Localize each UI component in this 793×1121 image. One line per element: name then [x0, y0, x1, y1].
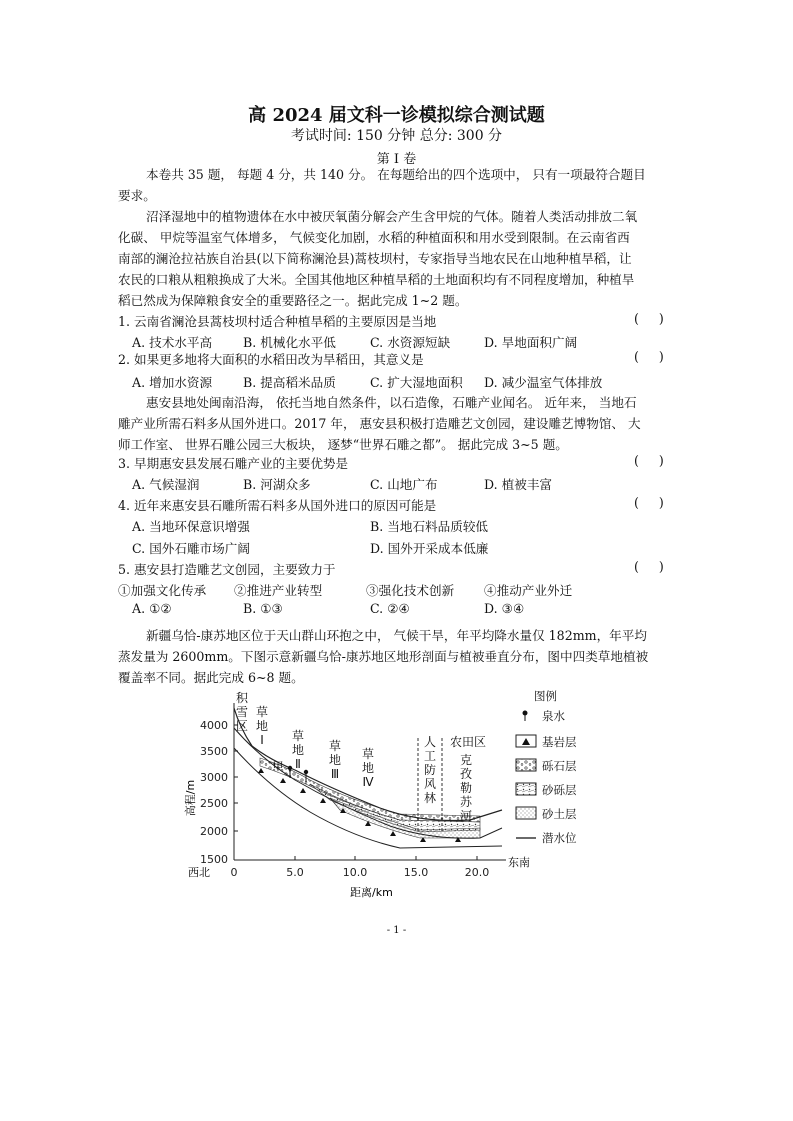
y-tick: 3500 [200, 745, 228, 758]
question-stem: 3. 早期惠安县发展石雕产业的主要优势是 [118, 456, 349, 471]
intro-line: 要求。 [118, 188, 156, 203]
river-label: 孜 [459, 767, 473, 781]
x-tick: 15.0 [403, 866, 429, 879]
exam-title: 高 2024 届文科一诊模拟综合测试题 [248, 105, 545, 126]
statement-3: ③强化技术创新 [366, 583, 455, 598]
option-b: B. 机械化水平低 [243, 335, 336, 350]
passage-line: 沼泽湿地中的植物遗体在水中被厌氧菌分解会产生含甲烷的气体。随着人类活动排放二氧 [146, 209, 638, 224]
snow-zone-label: 雪 [235, 705, 249, 719]
x-tick: 0 [230, 866, 238, 879]
option-d: D. 旱地面积广阔 [484, 335, 578, 350]
passage-line: 覆盖率不同。据此完成 6~8 题。 [118, 670, 304, 685]
y-tick: 2500 [200, 797, 228, 810]
question-stem: 1. 云南省澜沧县蒿枝坝村适合种植旱稻的主要原因是当地 [118, 314, 437, 329]
answer-bracket: ( ) [634, 559, 664, 574]
grassland-4-label: Ⅳ [362, 775, 374, 789]
y-tick: 4000 [200, 719, 228, 732]
grassland-3-label: 草 [328, 739, 342, 753]
river-label: 河 [459, 809, 473, 823]
statement-1: ①加强文化传承 [118, 583, 207, 598]
option-b: B. ①③ [243, 601, 283, 616]
grassland-1-label: 草 [255, 705, 269, 719]
option-d: D. ③④ [484, 601, 525, 616]
option-c: C. ②④ [370, 601, 410, 616]
forest-label: 防 [423, 763, 437, 777]
snow-zone-label: 区 [235, 719, 249, 733]
option-d: D. 国外开采成本低廉 [370, 541, 489, 556]
forest-label: 林 [423, 791, 437, 805]
statement-4: ④推动产业外迁 [484, 583, 573, 598]
grassland-4-label: 地 [361, 761, 375, 775]
river-label: 勒 [459, 781, 473, 795]
intro-line: 本卷共 35 题， 每题 4 分，共 140 分。 在每题给出的四个选项中， 只有一项最符合题目 [146, 167, 646, 182]
question-stem: 2. 如果更多地将大面积的水稻田改为旱稻田，其意义是 [118, 352, 424, 367]
legend-bedrock: 基岩层 [542, 735, 577, 749]
passage-line: 惠安县地处闽南沿海， 依托当地自然条件，以石造像，石雕产业闻名。 近年来， 当地石 [146, 395, 637, 410]
passage-line: 南部的澜沧拉祜族自治县(以下简称澜沧县)蒿枝坝村，专家指导当地农民在山地种植旱稻，让 [118, 251, 632, 266]
point-jia-label: 甲 [272, 760, 284, 773]
x-tick: 10.0 [342, 866, 368, 879]
river-label: 苏 [459, 795, 473, 809]
grassland-4-label: 草 [361, 747, 375, 761]
option-c: C. 国外石雕市场广阔 [132, 541, 250, 556]
answer-bracket: ( ) [634, 453, 664, 468]
snow-zone-label: 积 [235, 691, 249, 705]
legend-sand-soil: 砂土层 [542, 807, 577, 821]
direction-west: 西北 [188, 866, 210, 879]
option-a: A. 增加水资源 [132, 375, 213, 390]
option-d: D. 减少温室气体排放 [484, 375, 603, 390]
grassland-2-label: 草 [291, 729, 305, 743]
passage-line: 蒸发量为 2600mm。下图示意新疆乌恰-康苏地区地形剖面与植被垂直分布，图中四类草地植被 [118, 649, 649, 664]
option-a: A. 技术水平高 [132, 335, 213, 350]
terrain-profile-figure [180, 688, 600, 903]
y-tick: 2000 [200, 825, 228, 838]
passage-line: 稻已然成为保障粮食安全的重要路径之一。据此完成 1~2 题。 [118, 293, 468, 308]
passage-line: 农民的口粮从粗粮换成了大米。全国其他地区种植旱稻的土地面积均有不同程度增加，种植旱 [118, 272, 635, 287]
x-ticks [231, 866, 490, 879]
y-axis-label: 高程/m [184, 779, 197, 817]
option-c: C. 水资源短缺 [370, 335, 451, 350]
river-label: 克 [459, 753, 473, 767]
option-d: D. 植被丰富 [484, 477, 553, 492]
option-a: A. ①② [132, 601, 172, 616]
y-tick: 1500 [200, 853, 228, 866]
legend-water-table: 潜水位 [542, 831, 577, 845]
answer-bracket: ( ) [634, 311, 664, 326]
forest-label: 人 [423, 735, 437, 749]
forest-label: 风 [423, 777, 437, 791]
passage-line: 雕产业所需石料多从国外进口。2017 年， 惠安县积极打造雕艺文创园，建设雕艺博物馆、 大 [118, 416, 641, 431]
exam-time-score: 考试时间: 150 分钟 总分: 300 分 [290, 128, 503, 144]
grassland-2-label: Ⅱ [295, 757, 301, 771]
grassland-1-label: Ⅰ [260, 733, 264, 747]
legend-gravel: 砾石层 [542, 759, 577, 773]
question-stem: 5. 惠安县打造雕艺文创园，主要致力于 [118, 562, 336, 577]
question-stem: 4. 近年来惠安县石雕所需石料多从国外进口的原因可能是 [118, 498, 437, 513]
direction-east: 东南 [508, 856, 530, 869]
page-number: - 1 - [386, 925, 407, 936]
option-c: C. 山地广布 [370, 477, 438, 492]
y-ticks [200, 719, 228, 866]
passage-line: 师工作室、 世界石雕公园三大板块， 逐梦“世界石雕之都”。 据此完成 3~5 题。 [118, 437, 568, 452]
statement-2: ②推进产业转型 [234, 583, 323, 598]
x-tick: 5.0 [286, 866, 304, 879]
option-b: B. 当地石料品质较低 [370, 519, 489, 534]
grassland-3-label: 地 [328, 753, 342, 767]
passage-line: 化碳、 甲烷等温室气体增多， 气候变化加剧，水稻的种植面积和用水受到限制。在云南省西 [118, 230, 630, 245]
answer-bracket: ( ) [634, 349, 664, 364]
grassland-1-label: 地 [255, 719, 269, 733]
passage-line: 新疆乌恰-康苏地区位于天山群山环抱之中， 气候干旱，年平均降水量仅 182mm，年平均 [146, 628, 647, 643]
x-axis-label: 距离/km [350, 886, 393, 899]
legend-title: 图例 [534, 689, 557, 703]
option-c: C. 扩大湿地面积 [370, 375, 463, 390]
y-tick: 3000 [200, 771, 228, 784]
legend-spring: 泉水 [542, 709, 565, 723]
answer-bracket: ( ) [634, 495, 664, 510]
sand-gravel-layer [310, 784, 480, 832]
option-b: B. 河湖众多 [243, 477, 311, 492]
option-a: A. 当地环保意识增强 [132, 519, 250, 534]
grassland-3-label: Ⅲ [330, 767, 340, 781]
farmland-label: 农田区 [449, 735, 487, 749]
legend-sand-gravel: 砂砾层 [542, 783, 577, 797]
option-a: A. 气候湿润 [132, 477, 200, 492]
forest-label: 工 [423, 749, 437, 763]
figure-legend [516, 689, 577, 845]
grassland-2-label: 地 [291, 743, 305, 757]
option-b: B. 提高稻米品质 [243, 375, 336, 390]
volume-label: 第 I 卷 [376, 152, 417, 167]
x-tick: 20.0 [464, 866, 490, 879]
